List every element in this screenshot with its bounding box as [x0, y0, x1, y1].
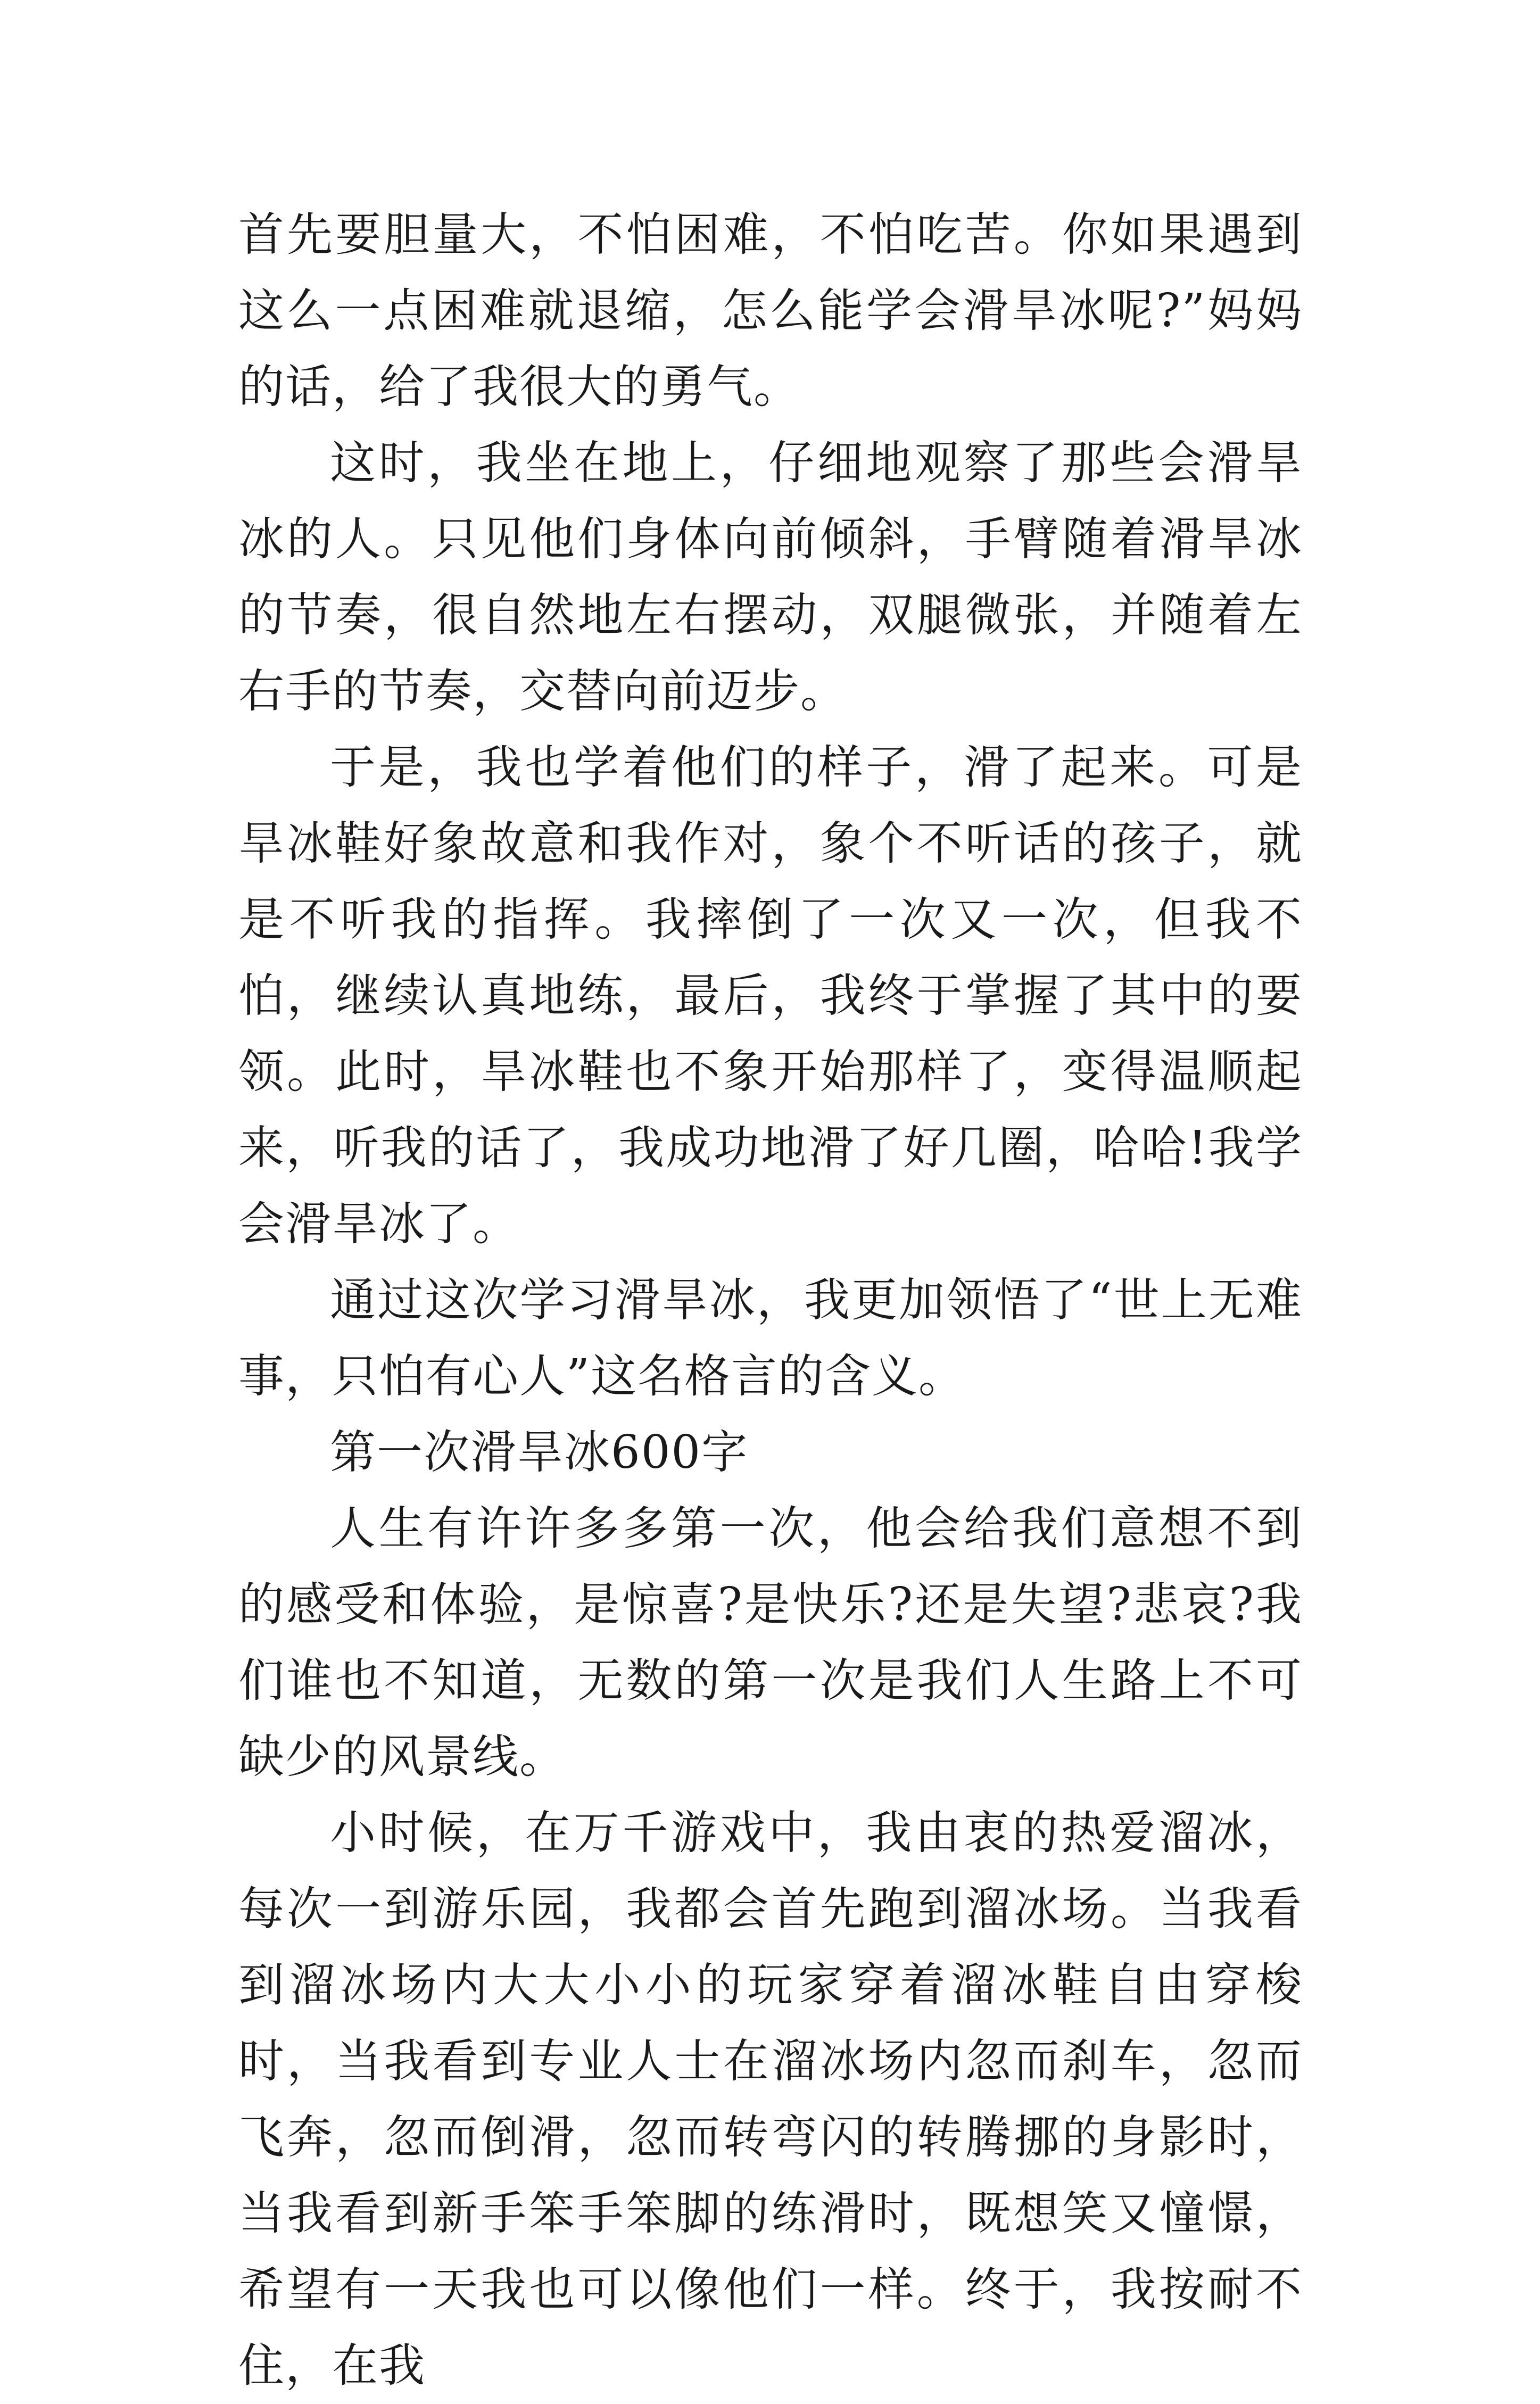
paragraph-5: 人生有许许多多第一次，他会给我们意想不到的感受和体验，是惊喜?是快乐?还是失望?悲哀?我们谁也不知道，无数的第一次是我们人生路上不可缺少的风景线。 — [238, 1502, 1303, 1783]
paragraph-2: 这时，我坐在地上，仔细地观察了那些会滑旱冰的人。只见他们身体向前倾斜，手臂随着滑旱冰的节奏，很自然地左右摆动，双腿微张，并随着左右手的节奏，交替向前迈步。 — [238, 436, 1303, 718]
paragraph-6: 小时候，在万千游戏中，我由衷的热爱溜冰，每次一到游乐园，我都会首先跑到溜冰场。当我看到溜冰场内大大小小的玩家穿着溜冰鞋自由穿梭时，当我看到专业人士在溜冰场内忽而刹车，忽而飞奔，忽而倒滑，忽而转弯闪的转腾挪的身影时，当我看到新手笨手笨脚的练滑时，既想笑又憧憬，希望有一天我也可以像他们一样。终于，我按耐不住，在我 — [238, 1806, 1303, 2392]
paragraph-1: 首先要胆量大，不怕困难，不怕吃苦。你如果遇到这么一点困难就退缩，怎么能学会滑旱冰呢?”妈妈的话，给了我很大的勇气。 — [238, 208, 1303, 414]
body-text — [238, 197, 1303, 2404]
paragraph-4: 通过这次学习滑旱冰，我更加领悟了“世上无难事，只怕有心人”这名格言的含义。 — [238, 1274, 1303, 1403]
paragraph-3: 于是，我也学着他们的样子，滑了起来。可是旱冰鞋好象故意和我作对，象个不听话的孩子，就是不听我的指挥。我摔倒了一次又一次，但我不怕，继续认真地练，最后，我终于掌握了其中的要领。此时，旱冰鞋也不象开始那样了，变得温顺起来，听我的话了，我成功地滑了好几圈，哈哈!我学会滑旱冰了。 — [238, 741, 1303, 1251]
section-title: 第一次滑旱冰600字 — [330, 1426, 749, 1479]
